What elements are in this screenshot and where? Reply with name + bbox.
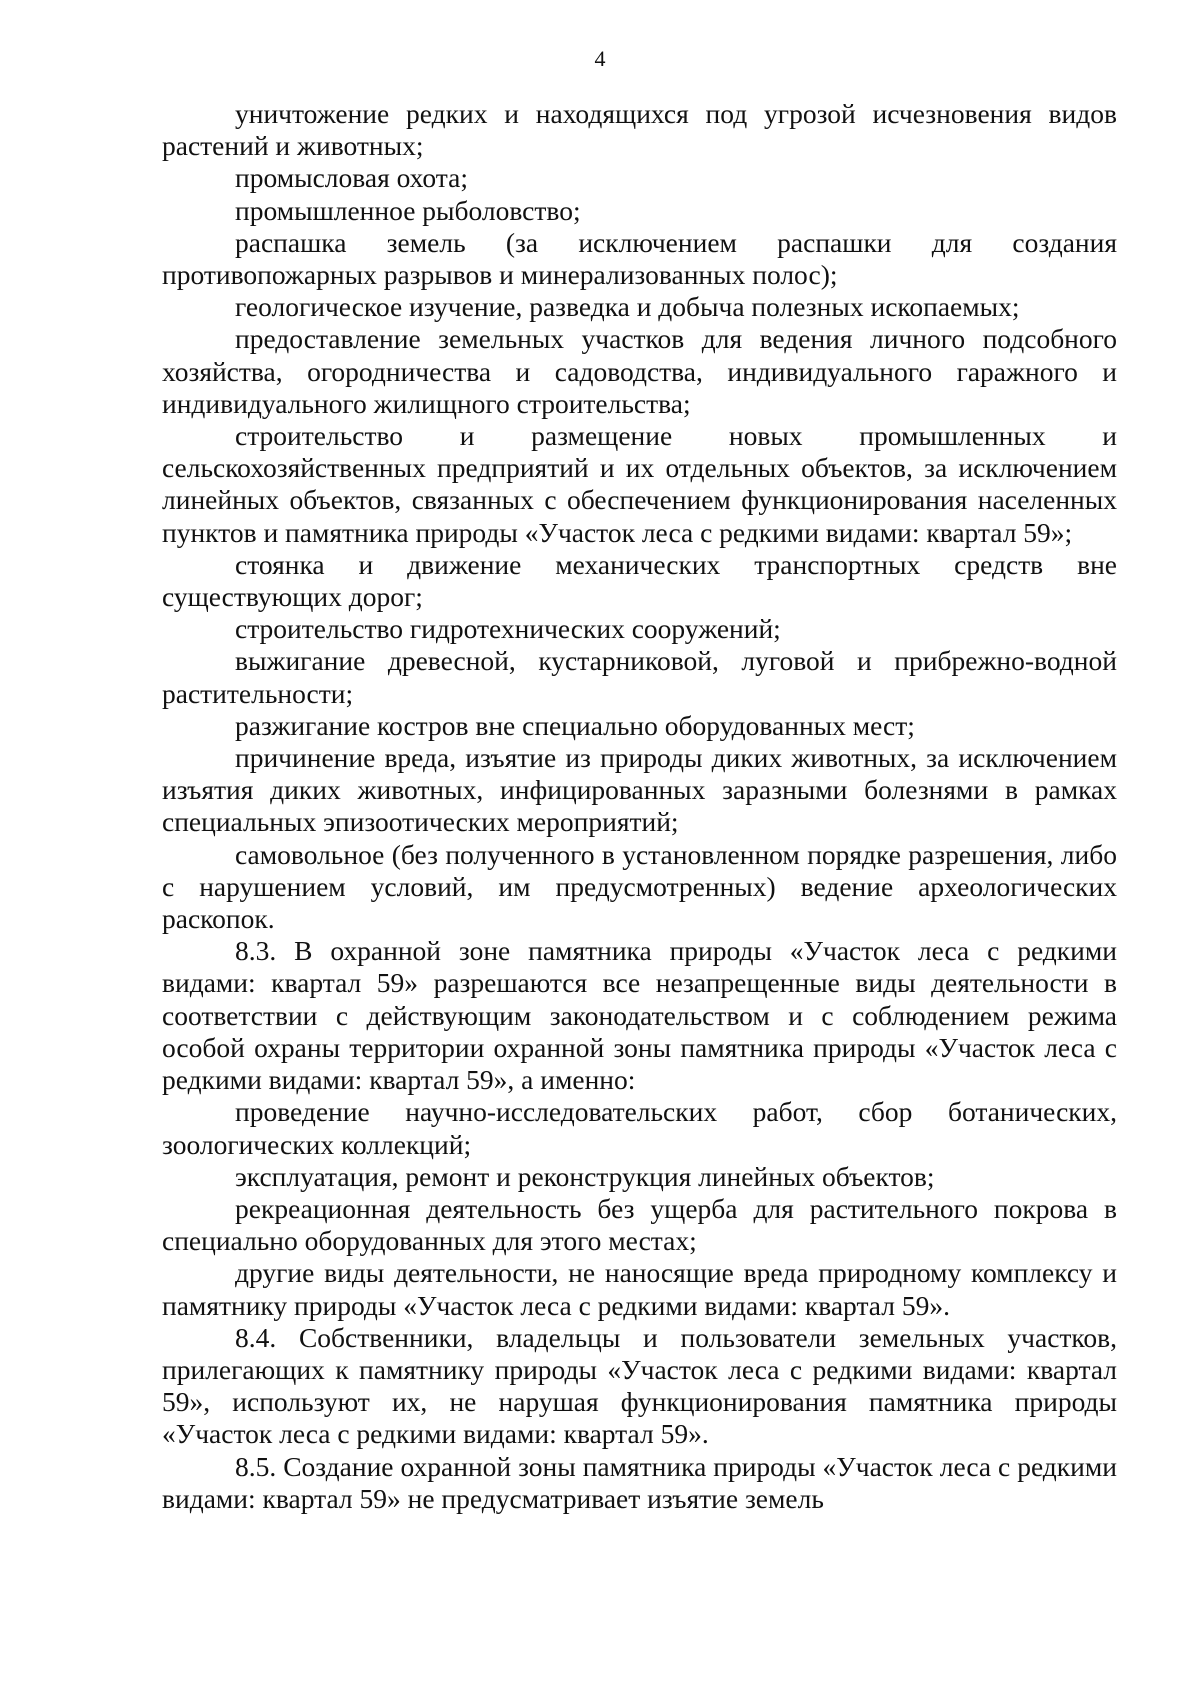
paragraph-section-8-4: 8.4. Собственники, владельцы и пользователи земельных участков, прилегающих к памятнику природы «Участок леса с редкими видами: квартал 59», используют их, не нарушая функционирования памятника природы «Участок леса с редкими видами: квартал 59». [162,1321,1117,1450]
paragraph-prohibited-mining: геологическое изучение, разведка и добыча полезных ископаемых; [235,291,1020,323]
paragraph-prohibited-vehicles: стоянка и движение механических транспортных средств вне существующих дорог; [162,548,1117,613]
paragraph-allowed-maintenance: эксплуатация, ремонт и реконструкция линейных объектов; [235,1160,935,1192]
paragraph-prohibited-construction: строительство и размещение новых промышленных и сельскохозяйственных предприятий и их отдельных объектов, за исключением линейных объектов, связанных с обеспечением функционирования населенных пунктов и памятника природы «Участок леса с редкими видами: квартал 59»; [162,420,1117,548]
paragraph-prohibited-ploughing: распашка земель (за исключением распашки для создания противопожарных разрывов и минерализованных полос); [162,226,1117,291]
paragraph-prohibited-hunting: промысловая охота; [235,162,468,194]
paragraph-prohibited-burning: выжигание древесной, кустарниковой, луговой и прибрежно-водной растительности; [162,645,1117,709]
paragraph-prohibited-excavations: самовольное (без полученного в установленном порядке разрешения, либо с нарушением условий, им предусмотренных) ведение археологических раскопок. [162,838,1117,935]
paragraph-section-8-5: 8.5. Создание охранной зоны памятника природы «Участок леса с редкими видами: квартал 59» не предусматривает изъятие земель [162,1450,1117,1514]
document-body [162,98,1117,1515]
paragraph-allowed-research: проведение научно-исследовательских работ, сбор ботанических, зоологических коллекций; [162,1096,1117,1160]
paragraph-prohibited-destruction: уничтожение редких и находящихся под угрозой исчезновения видов растений и животных; [162,98,1117,162]
paragraph-section-8-3: 8.3. В охранной зоне памятника природы «Участок леса с редкими видами: квартал 59» разрешаются все незапрещенные виды деятельности в соответствии с действующим законодательством и с соблюдением режима особой охраны территории охранной зоны памятника природы «Участок леса с редкими видами: квартал 59», а именно: [162,935,1117,1096]
page-number: 4 [594,46,606,71]
paragraph-prohibited-fishing: промышленное рыболовство; [235,194,581,226]
paragraph-prohibited-land-allocation: предоставление земельных участков для ведения личного подсобного хозяйства, огородничества и садоводства, индивидуального гаражного и индивидуального жилищного строительства; [162,323,1117,419]
paragraph-allowed-recreation: рекреационная деятельность без ущерба для растительного покрова в специально оборудованных для этого местах; [162,1192,1117,1257]
paragraph-allowed-other: другие виды деятельности, не наносящие вреда природному комплексу и памятнику природы «Участок леса с редкими видами: квартал 59». [162,1257,1117,1321]
paragraph-prohibited-campfires: разжигание костров вне специально оборудованных мест; [235,709,915,741]
paragraph-prohibited-harm-animals: причинение вреда, изъятие из природы диких животных, за исключением изъятия диких животных, инфицированных заразными болезнями в рамках специальных эпизоотических мероприятий; [162,742,1117,838]
paragraph-prohibited-hydraulic-structures: строительство гидротехнических сооружений; [235,613,781,645]
